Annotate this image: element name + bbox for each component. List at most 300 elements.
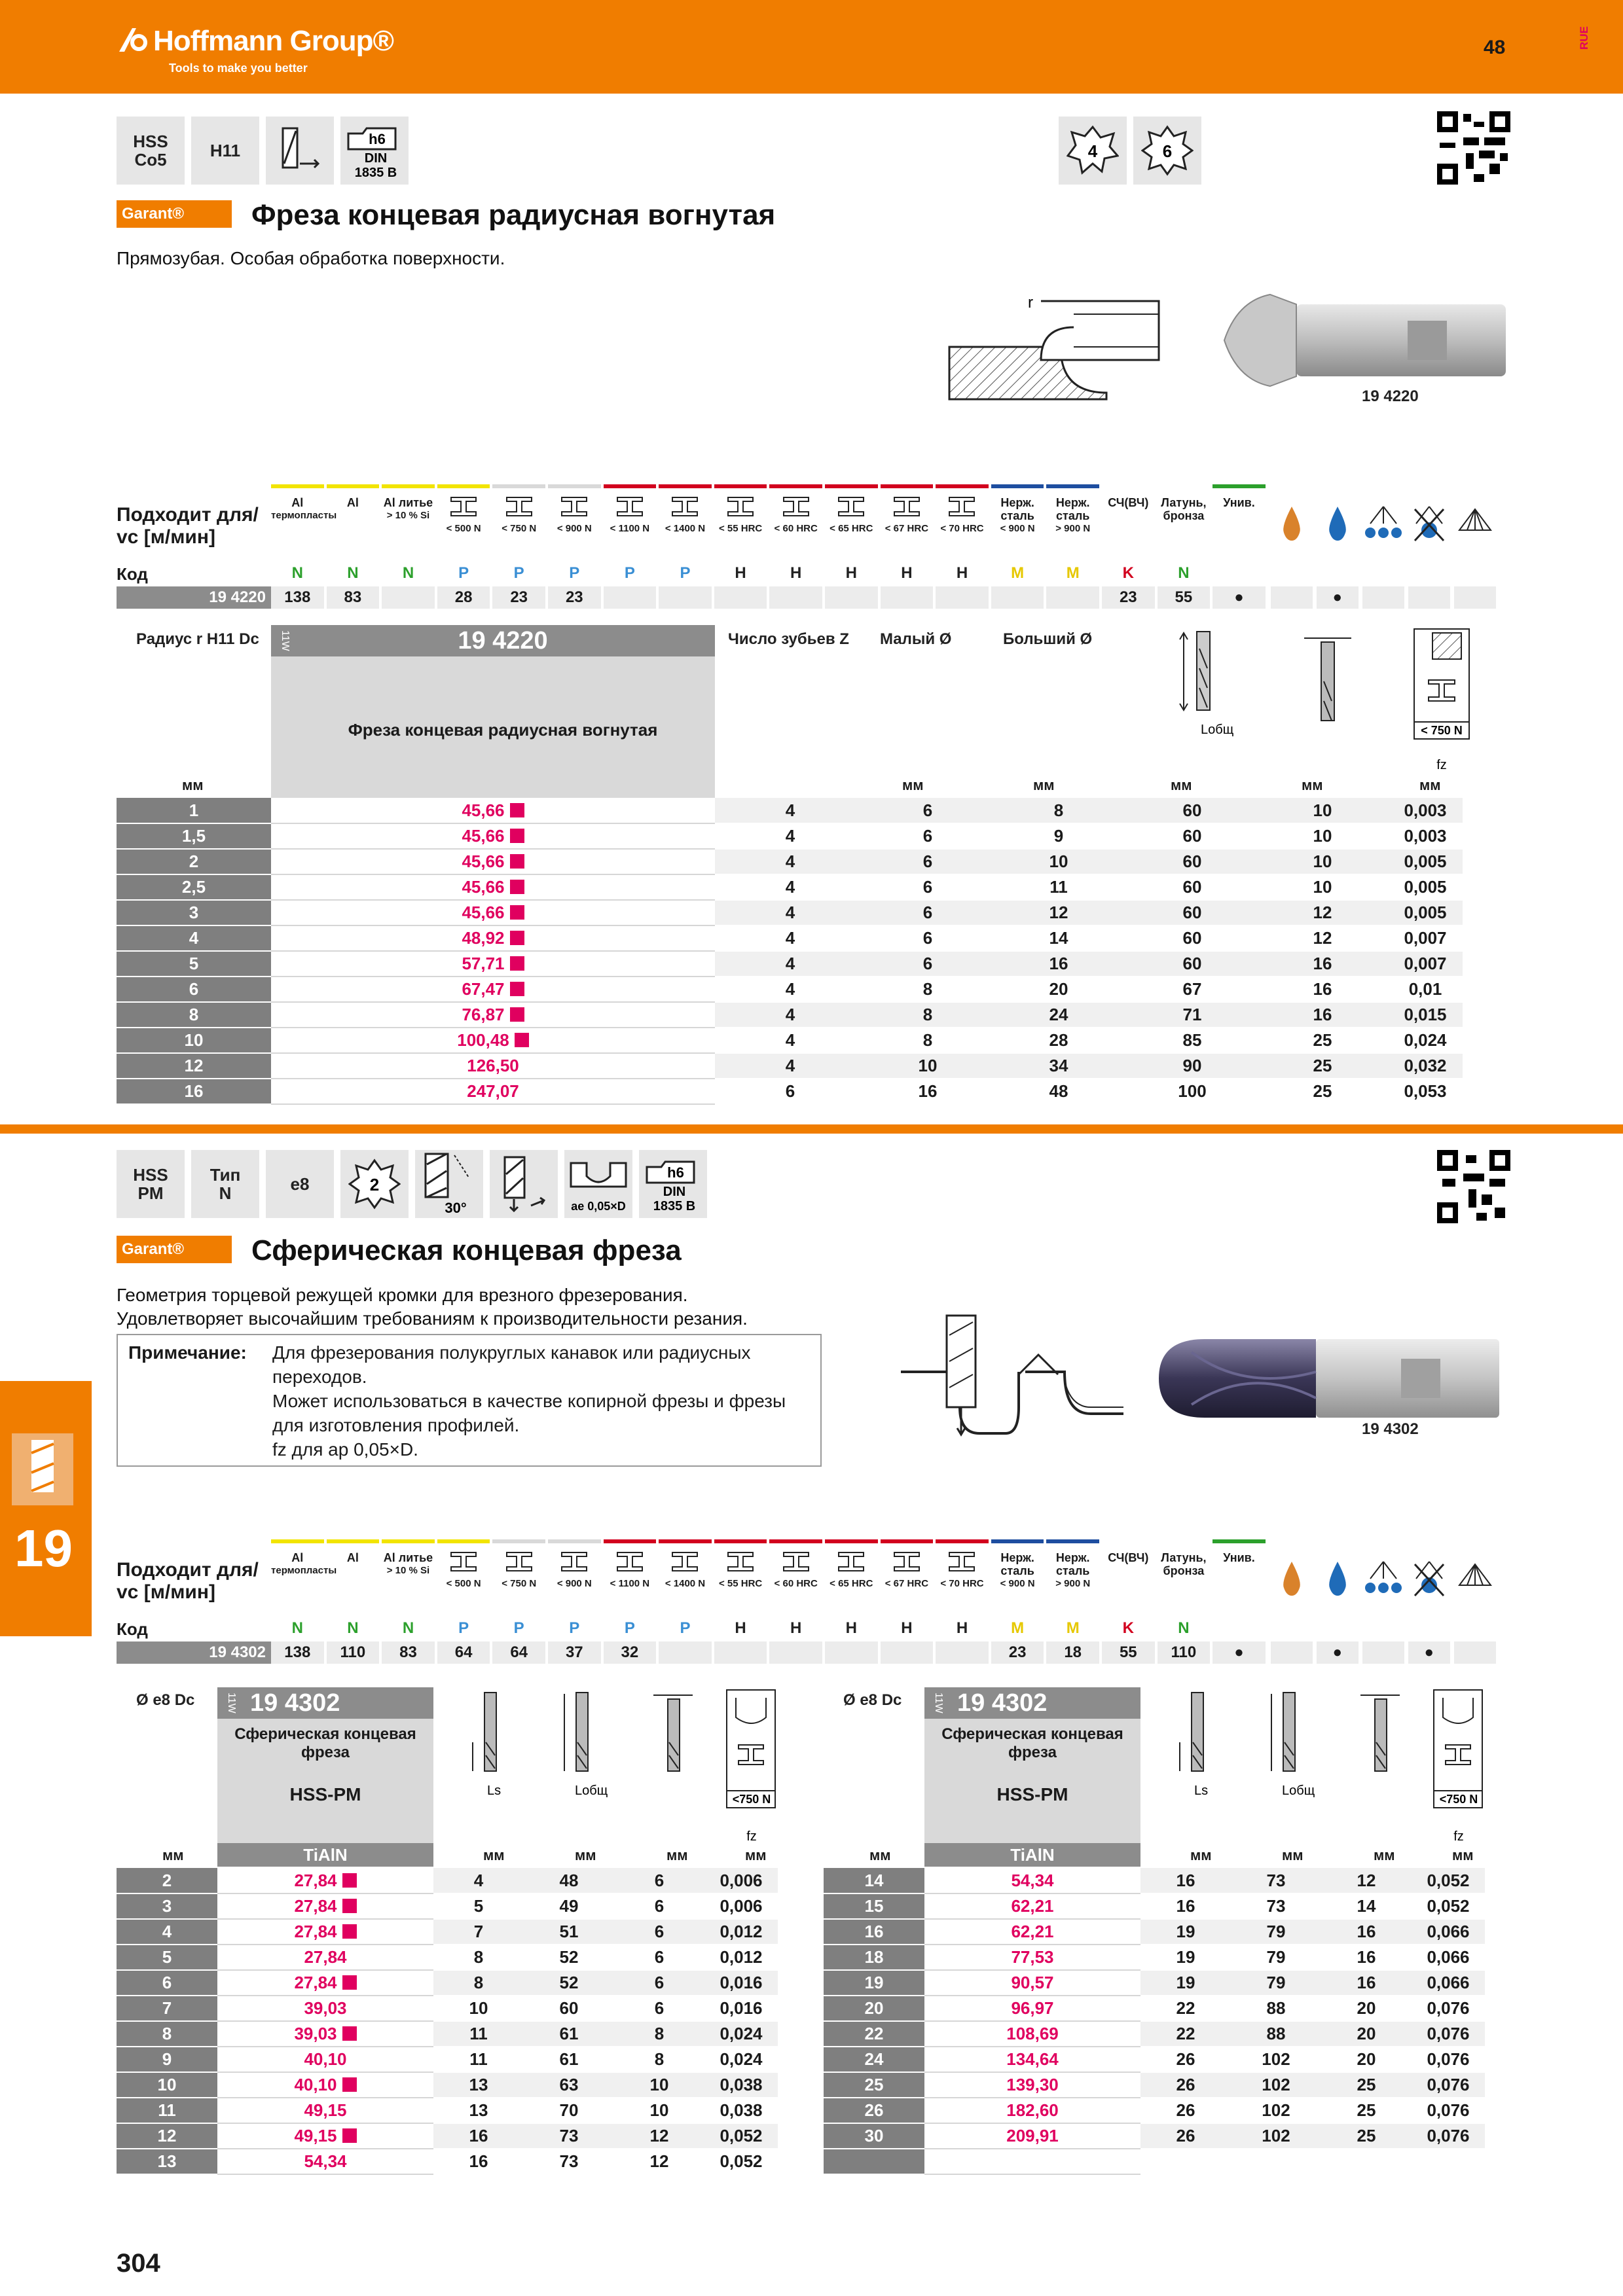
coolant-dot (1454, 586, 1496, 609)
steel-beam-icon (492, 493, 545, 522)
qr-code-icon-2[interactable] (1437, 1150, 1510, 1223)
cell: 26 (1140, 2072, 1231, 2098)
cell: 6 (866, 874, 990, 900)
table-row (117, 977, 1463, 1002)
table-row (117, 874, 1463, 900)
iso-code: P (680, 564, 691, 582)
cell[interactable]: 27,84 (217, 1945, 433, 1970)
vc-value: 138 (271, 1641, 324, 1664)
stock-marker-icon (510, 905, 524, 920)
stock-marker-icon (342, 2026, 357, 2041)
cell: 19 (824, 1970, 924, 1996)
table-row (117, 1868, 778, 1893)
unit-label: мм (162, 1847, 184, 1863)
cell[interactable]: 90,57 (924, 1970, 1140, 1996)
cell[interactable]: 67,47 (271, 977, 715, 1002)
cell[interactable]: 45,66 (271, 849, 715, 874)
iso-code: N (291, 564, 303, 582)
iso-label-1: Код (117, 564, 148, 584)
vc-value (936, 586, 989, 609)
cell[interactable]: 134,64 (924, 2047, 1140, 2072)
cell: 16 (1257, 977, 1388, 1002)
suit-col-3 (437, 484, 490, 563)
cell[interactable]: 182,60 (924, 2098, 1140, 2123)
iso-code: P (624, 1619, 635, 1637)
suit-col-4 (492, 484, 545, 563)
table-row (824, 1919, 1485, 1945)
unit-label: мм (1190, 1847, 1212, 1863)
cell: 15 (824, 1893, 924, 1919)
vc-value: 55 (1158, 586, 1211, 609)
svg-text:fz: fz (1453, 1829, 1464, 1844)
suit-col-title: Унив. (1223, 496, 1255, 509)
svg-text:Lобщ: Lобщ (1282, 1784, 1315, 1798)
suit-col-title: Al литье (383, 496, 433, 509)
cell: 4 (117, 925, 271, 951)
drill-chapter-icon (12, 1433, 73, 1505)
vc-value (991, 586, 1044, 609)
cell: 0,076 (1412, 2123, 1485, 2149)
cell: 16 (1140, 1893, 1231, 1919)
vc-value (1046, 586, 1099, 609)
cell: 12 (1321, 1868, 1412, 1893)
steel-beam-icon (659, 1549, 712, 1577)
cell[interactable]: 27,84 (217, 1893, 433, 1919)
mist-icon (1362, 504, 1404, 556)
steel-beam-icon (437, 1549, 490, 1577)
code-header-2 (924, 1687, 1140, 1851)
table-row (117, 2149, 778, 2174)
cell[interactable]: 45,66 (271, 900, 715, 925)
steel-beam-icon (714, 493, 767, 522)
cell: 25 (1321, 2123, 1412, 2149)
cell[interactable]: 54,34 (217, 2149, 433, 2174)
suit-col-sub: < 1400 N (665, 1578, 706, 1589)
cell: 6 (614, 1970, 704, 1996)
cell: 0,076 (1412, 2021, 1485, 2047)
steel-beam-icon (659, 493, 712, 522)
cell: 1 (117, 798, 271, 823)
suit-col-0 (271, 1539, 337, 1618)
suit-col-sub: < 1100 N (610, 1578, 650, 1589)
cell: 28 (990, 1028, 1127, 1053)
suit-col-title: Al (291, 1551, 304, 1564)
cell (1140, 2149, 1231, 2174)
cell[interactable]: 40,10 (217, 2047, 433, 2072)
vc-value: 55 (1102, 1641, 1155, 1664)
spec-tolerance-2: e8 (266, 1150, 334, 1218)
cell[interactable]: 57,71 (271, 951, 715, 977)
cell: 60 (1127, 951, 1257, 977)
cell: 16 (990, 951, 1127, 977)
cell[interactable]: 48,92 (271, 925, 715, 951)
suit-col-sub: < 55 HRC (718, 1578, 763, 1589)
cell: 0,052 (704, 2149, 778, 2174)
iso-code: N (291, 1619, 303, 1637)
flutes-2-icon (340, 1150, 409, 1218)
product-desc-2a: Геометрия торцевой режущей кромки для врезного фрезерования. (117, 1285, 688, 1305)
cell: 0,024 (704, 2047, 778, 2072)
cell: 22 (824, 2021, 924, 2047)
cell: 0,007 (1388, 951, 1463, 977)
coolant-dot (1408, 586, 1450, 609)
cell: 6 (715, 1079, 866, 1104)
vc-value: 23 (492, 586, 545, 609)
cell: 60 (1127, 823, 1257, 849)
cell: 4 (715, 925, 866, 951)
cell: 6 (614, 1893, 704, 1919)
suit-row-id-2: 19 4302 (117, 1641, 271, 1664)
cell: 10 (117, 1028, 271, 1053)
cell: 2 (117, 1868, 217, 1893)
cell: 6 (614, 1868, 704, 1893)
product-rows-1 (117, 798, 1463, 1105)
iso-code: P (458, 1619, 469, 1637)
oil-drop-icon (1271, 1559, 1313, 1611)
cell: 102 (1231, 2098, 1321, 2123)
cell: 7 (117, 1996, 217, 2021)
cell: 12 (117, 1053, 271, 1079)
vc-value (382, 586, 435, 609)
vc-value: ● (1213, 1641, 1266, 1664)
cell[interactable]: 39,03 (217, 1996, 433, 2021)
cell: 13 (117, 2149, 217, 2174)
cell: 61 (524, 2021, 614, 2047)
iso-code: P (513, 564, 524, 582)
suit-col-16 (1158, 1539, 1211, 1618)
cell: 6 (866, 849, 990, 874)
cell: 8 (614, 2047, 704, 2072)
cell: 48 (990, 1079, 1127, 1104)
iso-code: P (569, 1619, 580, 1637)
cell: 25 (1321, 2072, 1412, 2098)
suit-col-title: Al (346, 496, 359, 509)
brand-logo[interactable] (117, 25, 393, 58)
stock-marker-icon (510, 803, 524, 817)
table-row (824, 2149, 1485, 2174)
spec-material: HSS Co5 (117, 117, 185, 185)
cell[interactable]: 62,21 (924, 1893, 1140, 1919)
suit-col-sub: < 55 HRC (718, 523, 763, 534)
flutes-6-icon (1133, 117, 1201, 185)
water-drop-icon (1317, 504, 1359, 556)
vc-value (604, 586, 657, 609)
iso-code: H (901, 1619, 913, 1637)
suit-col-sub: < 1100 N (610, 523, 650, 534)
suit-col-13 (991, 1539, 1044, 1618)
table-row (824, 2123, 1485, 2149)
cell: 16 (824, 1919, 924, 1945)
cell: 25 (1257, 1053, 1388, 1079)
cell[interactable]: 27,84 (217, 1868, 433, 1893)
dry-icon (1408, 504, 1450, 556)
suit-col-12 (936, 1539, 989, 1618)
stock-marker-icon (342, 1899, 357, 1913)
cell[interactable]: 100,48 (271, 1028, 715, 1053)
table-row (117, 2047, 778, 2072)
vc-value: 64 (437, 1641, 490, 1664)
suit-col-15 (1102, 1539, 1155, 1618)
steel-beam-icon (604, 1549, 657, 1577)
vc-value: 110 (327, 1641, 380, 1664)
cell[interactable]: 45,66 (271, 798, 715, 823)
cell[interactable] (924, 2149, 1140, 2174)
ball-mill-photo (1152, 1326, 1506, 1431)
cell: 0,066 (1412, 1970, 1485, 1996)
air-icon (1454, 504, 1496, 556)
coating-label: TiAlN (924, 1843, 1140, 1867)
cell: 10 (1257, 798, 1388, 823)
suit-col-4 (492, 1539, 545, 1618)
cell: 70 (524, 2098, 614, 2123)
cell: 18 (824, 1945, 924, 1970)
suit-col-12 (936, 484, 989, 563)
suit-col-sub: < 67 HRC (884, 1578, 929, 1589)
cell: 25 (1257, 1079, 1388, 1104)
vc-value: 28 (437, 586, 490, 609)
cell[interactable]: 126,50 (271, 1053, 715, 1079)
cell: 0,076 (1412, 1996, 1485, 2021)
table-row (117, 1053, 1463, 1079)
cell: 0,003 (1388, 823, 1463, 849)
brand-name: Hoffmann Group® (153, 25, 393, 57)
stock-marker-icon (342, 1873, 357, 1888)
suit-col-sub: > 900 N (1055, 523, 1091, 534)
overall-length-icon (549, 1690, 614, 1821)
table-row (824, 1945, 1485, 1970)
suit-col-title: Al (346, 1551, 359, 1564)
cell: 16 (1321, 1945, 1412, 1970)
suit-col-sub: > 10 % Si (386, 510, 430, 521)
cell: 34 (990, 1053, 1127, 1079)
cell[interactable]: 96,97 (924, 1996, 1140, 2021)
vc-value (936, 1641, 989, 1664)
cell: 20 (824, 1996, 924, 2021)
overall-length-icon (1171, 629, 1236, 747)
suit-col-sub: < 500 N (446, 523, 481, 534)
cell: 0,076 (1412, 2047, 1485, 2072)
svg-text:DIN: DIN (663, 1185, 686, 1199)
svg-text:< 750 N: < 750 N (1421, 724, 1463, 737)
col-big-d: Больший Ø (1003, 630, 1093, 648)
suit-col-10 (825, 1539, 878, 1618)
feed-per-tooth-icon (1432, 1689, 1491, 1852)
iso-code: P (569, 564, 580, 582)
cell: 22 (1140, 1996, 1231, 2021)
garant-badge-2: Garant® (117, 1236, 232, 1263)
cell[interactable]: 49,15 (217, 2123, 433, 2149)
stock-marker-icon (342, 2077, 357, 2092)
product-title-2: Сферическая концевая фреза (251, 1234, 682, 1266)
cell: 0,016 (704, 1970, 778, 1996)
suit-col-title: СЧ(ВЧ) (1108, 496, 1149, 509)
suit-col-10 (825, 484, 878, 563)
cell: 88 (1231, 1996, 1321, 2021)
vc-value: ● (1213, 586, 1266, 609)
cell: 11 (433, 2021, 524, 2047)
iso-code: P (513, 1619, 524, 1637)
qr-code-icon[interactable] (1437, 111, 1510, 185)
svg-text:<750 N: <750 N (732, 1793, 771, 1806)
cell: 0,006 (704, 1868, 778, 1893)
cell[interactable]: 139,30 (924, 2072, 1140, 2098)
cell: 10 (1257, 849, 1388, 874)
cell[interactable]: 54,34 (924, 1868, 1140, 1893)
svg-text:Ls: Ls (487, 1784, 501, 1798)
cell[interactable]: 77,53 (924, 1945, 1140, 1970)
table-row (117, 2123, 778, 2149)
cell: 14 (1321, 1893, 1412, 1919)
svg-text:<750 N: <750 N (1439, 1793, 1478, 1806)
cell[interactable]: 62,21 (924, 1919, 1140, 1945)
suit-col-sub: < 750 N (501, 523, 537, 534)
straight-flute-icon (266, 117, 334, 185)
suit-col-sub: < 65 HRC (830, 523, 873, 534)
cell: 19 (1140, 1970, 1231, 1996)
svg-text:fz: fz (746, 1829, 757, 1844)
cell[interactable]: 76,87 (271, 1002, 715, 1028)
cell: 8 (433, 1970, 524, 1996)
table-row (117, 925, 1463, 951)
suit-col-2 (382, 484, 435, 563)
iso-code: N (402, 1619, 414, 1637)
chapter-number: 19 (14, 1519, 73, 1577)
cell (1321, 2149, 1412, 2174)
steel-beam-icon (769, 1549, 822, 1577)
cell: 0,016 (704, 1996, 778, 2021)
table-row (117, 1893, 778, 1919)
table-row (117, 1079, 1463, 1104)
cell[interactable]: 40,10 (217, 2072, 433, 2098)
suit-col-13 (991, 484, 1044, 563)
cell (824, 2149, 924, 2174)
language-code: RUE (1577, 26, 1590, 50)
product-title-1: Фреза концевая радиусная вогнутая (251, 199, 776, 231)
image-caption-2: 19 4302 (1362, 1420, 1419, 1438)
iso-code: P (458, 564, 469, 582)
cell[interactable]: 39,03 (217, 2021, 433, 2047)
iso-code: K (1122, 564, 1134, 582)
cell: 49 (524, 1893, 614, 1919)
svg-text:Lобщ: Lобщ (1201, 723, 1234, 737)
vc-value: 37 (548, 1641, 601, 1664)
table-row (824, 2072, 1485, 2098)
iso-label-2: Код (117, 1619, 148, 1639)
cell: 4 (715, 849, 866, 874)
cell[interactable]: 108,69 (924, 2021, 1140, 2047)
suit-col-sub: < 750 N (501, 1578, 537, 1589)
cell: 12 (117, 2123, 217, 2149)
code-title-2: 19 4302 (237, 1687, 433, 1719)
vc-value: 18 (1046, 1641, 1099, 1664)
cell: 0,007 (1388, 925, 1463, 951)
cell: 0,076 (1412, 2072, 1485, 2098)
table-header (824, 1687, 1485, 1864)
tagline: Tools to make you better (169, 62, 308, 75)
iso-code: H (735, 1619, 746, 1637)
page-number-bottom: 304 (117, 2249, 160, 2278)
svg-text:6: 6 (1162, 141, 1173, 161)
iso-code: P (624, 564, 635, 582)
water-drop-icon (1317, 1559, 1359, 1611)
cell[interactable]: 49,15 (217, 2098, 433, 2123)
material-label: HSS-PM (289, 1784, 361, 1804)
cell: 0,005 (1388, 849, 1463, 874)
chapter-tab[interactable] (0, 1381, 92, 1636)
cutting-length-icon (1164, 1690, 1230, 1821)
steel-beam-icon (492, 1549, 545, 1577)
col-diameter: Ø e8 Dc (136, 1691, 195, 1709)
cell: 4 (715, 900, 866, 925)
suit-col-title: Нерж. сталь (1055, 1551, 1090, 1577)
cell: 6 (614, 1919, 704, 1945)
garant-badge: Garant® (117, 200, 232, 228)
vc-value (659, 586, 712, 609)
cell: 30 (824, 2123, 924, 2149)
suit-col-17 (1213, 1539, 1266, 1618)
unit-label: мм (1374, 1847, 1395, 1863)
cell[interactable]: 45,66 (271, 874, 715, 900)
cell: 6 (866, 951, 990, 977)
cell[interactable]: 45,66 (271, 823, 715, 849)
cell: 0,012 (704, 1945, 778, 1970)
cell: 0,052 (1412, 1893, 1485, 1919)
suit-col-sub: < 500 N (446, 1578, 481, 1589)
cell: 10 (614, 2072, 704, 2098)
vc-value (769, 1641, 822, 1664)
steel-beam-icon (548, 493, 601, 522)
table-row (117, 849, 1463, 874)
table-row (824, 2047, 1485, 2072)
cell: 16 (1140, 1868, 1231, 1893)
suit-col-14 (1046, 484, 1099, 563)
cell[interactable]: 27,84 (217, 1919, 433, 1945)
iso-code: N (1178, 564, 1190, 582)
cell: 16 (866, 1079, 990, 1104)
cell: 26 (1140, 2047, 1231, 2072)
table-row (117, 2072, 778, 2098)
iso-code: H (901, 564, 913, 582)
suit-col-sub: < 67 HRC (884, 523, 929, 534)
cell: 102 (1231, 2047, 1321, 2072)
cell: 4 (715, 977, 866, 1002)
cell: 10 (117, 2072, 217, 2098)
unit-label: мм (483, 1847, 505, 1863)
cell: 0,003 (1388, 798, 1463, 823)
cell: 13 (433, 2072, 524, 2098)
table-row (117, 1945, 778, 1970)
feed-per-tooth-icon (1413, 628, 1472, 778)
cell[interactable]: 27,84 (217, 1970, 433, 1996)
image-caption-1: 19 4220 (1362, 387, 1419, 405)
cell[interactable]: 209,91 (924, 2123, 1140, 2149)
suit-col-8 (714, 484, 767, 563)
cell[interactable]: 247,07 (271, 1079, 715, 1104)
cell: 102 (1231, 2123, 1321, 2149)
cell: 73 (524, 2149, 614, 2174)
cell: 6 (614, 1945, 704, 1970)
cell: 8 (117, 2021, 217, 2047)
steel-beam-icon (437, 493, 490, 522)
cell: 0,052 (704, 2123, 778, 2149)
stock-marker-icon (510, 854, 524, 869)
cell: 0,006 (704, 1893, 778, 1919)
suit-col-sub: термопласты (271, 1565, 337, 1576)
code-desc-2: Сферическая концевая фреза (941, 1725, 1123, 1761)
note-label: Примечание: (128, 1342, 247, 1363)
unit-label: мм (575, 1847, 596, 1863)
cell: 3 (117, 1893, 217, 1919)
